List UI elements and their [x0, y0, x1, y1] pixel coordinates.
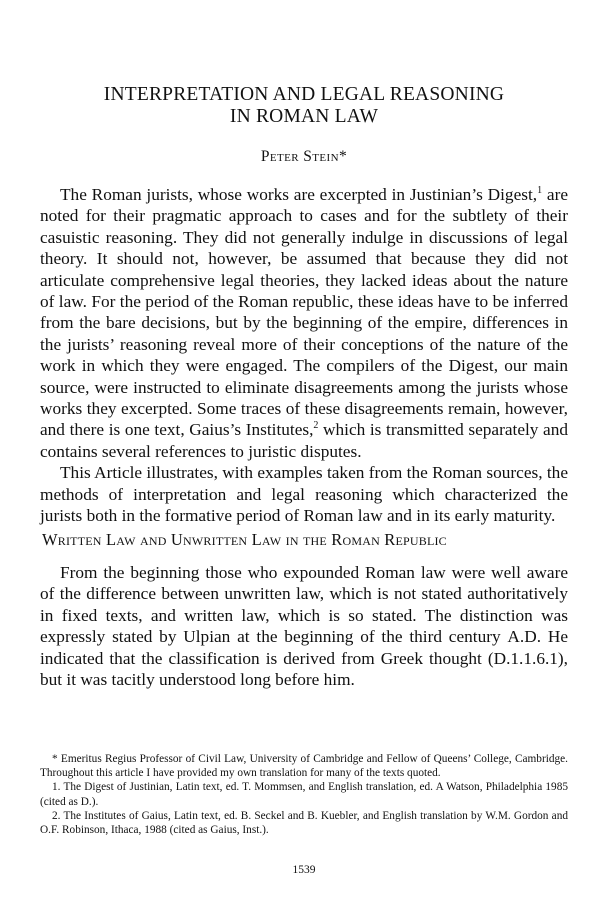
author-byline: [0, 148, 608, 166]
article-title-line-2: IN ROMAN LAW: [229, 106, 379, 127]
article-title-line-1: INTERPRETATION AND LEGAL REASONING: [103, 84, 505, 105]
section-p1-part-b: He indicated that the classification is derived from Greek thought (D.1.1.6.1), but it was tacitly understood long before him.: [40, 627, 568, 690]
author-name: Peter Stein: [260, 148, 339, 165]
intro-paragraph-2: This Article illustrates, with examples taken from the Roman sources, the methods of interpretation and legal reasoning which characterized the jurists both in the formative period of Roman law and in its early maturity.: [40, 463, 568, 526]
footnote-star: * Emeritus Regius Professor of Civil Law, University of Cambridge and Fellow of Queens’ College, Cambridge. Throughout this article I have provided my own translation for many of the texts quoted.: [40, 753, 568, 780]
author-footnote-marker: *: [338, 148, 348, 165]
footnotes: [40, 752, 568, 837]
footnote-2: 2. The Institutes of Gaius, Latin text, ed. B. Seckel and B. Kuebler, and English translation by W.M. Gordon and O.F. Robinson, Ithaca, 1988 (cited as Gaius, Inst.).: [40, 809, 568, 837]
section-text: [40, 562, 568, 690]
page-number: 1539: [292, 864, 316, 876]
footnote-ref-2: 2: [313, 420, 319, 432]
era-abbreviation: A.D.: [507, 627, 542, 647]
intro-p1-part-c: which is transmitted separately and contains several references to juristic disputes.: [40, 420, 568, 461]
introduction-text: [40, 184, 568, 527]
section-paragraph-1: [40, 562, 568, 690]
footnote-ref-1: 1: [537, 185, 543, 197]
section-p1-part-a: From the beginning those who expounded Roman law were well aware of the difference between unwritten law, which is not stated authoritatively in fixed texts, and written law, which is so stated. The distinction was expressly stated by Ulpian at the beginning of the third century: [40, 563, 568, 647]
footnote-1: 1. The Digest of Justinian, Latin text, ed. T. Mommsen, and English translation, ed. A Watson, Philadelphia 1985 (cited as D.).: [40, 781, 568, 808]
section-heading: Written Law and Unwritten Law in the Roman Republic: [42, 530, 447, 549]
intro-p1-part-b: are noted for their pragmatic approach to cases and for the subtlety of their casuistic reasoning. They did not generally indulge in discussions of legal theory. It should not, however, be assumed that because they did not articulate comprehensive legal theories, they lacked ideas about the nature of law. For the period of the Roman republic, these ideas have to be inferred from the bare decisions, but by the beginning of the empire, differences in the jurists’ reasoning reveal more of their conceptions of the nature of the work in which they were engaged. The compilers of the Digest, our main source, were instructed to eliminate disagreements among the jurists whose works they excerpted. Some traces of these disagreements remain, however, and there is one text, Gaius’s Institutes,: [40, 185, 568, 440]
intro-p1-part-a: The Roman jurists, whose works are excerpted in Justinian’s Digest,: [60, 185, 538, 204]
intro-paragraph-1: [40, 184, 568, 462]
